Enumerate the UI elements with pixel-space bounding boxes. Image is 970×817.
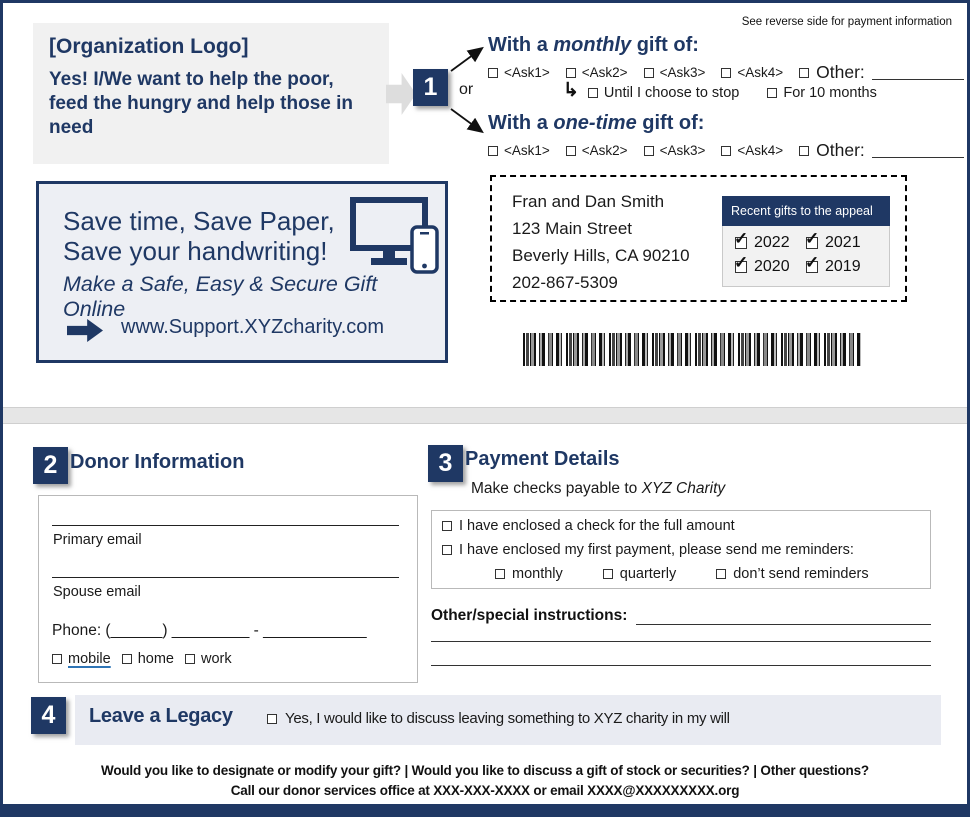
monthly-ask4-option[interactable]	[721, 65, 783, 80]
onetime-title-prefix: With a	[488, 112, 554, 134]
right-arrow-icon	[67, 319, 103, 342]
ten-months-label: For 10 months	[783, 85, 877, 101]
monthly-ask-row	[488, 62, 964, 83]
gift-year-item	[735, 258, 806, 276]
checkbox-icon[interactable]	[566, 68, 576, 78]
recent-gifts-body	[722, 226, 890, 287]
recent-gifts-table	[722, 196, 890, 287]
reminder-options-row	[495, 566, 869, 582]
checked-checkbox-icon	[806, 261, 818, 273]
full-amount-option[interactable]	[442, 518, 735, 534]
mailing-address-card	[490, 175, 907, 302]
gift-year-label: 2021	[825, 234, 861, 251]
checkbox-icon[interactable]	[495, 569, 505, 579]
onetime-title-emphasis: one-time	[553, 112, 637, 134]
primary-email-field[interactable]	[52, 525, 399, 526]
phone-type-mobile-option[interactable]	[52, 651, 111, 667]
onetime-other-option[interactable]	[799, 140, 964, 161]
spouse-email-field[interactable]	[52, 577, 399, 578]
ten-months-option[interactable]	[767, 85, 877, 101]
barcode	[523, 333, 861, 366]
legacy-option-label: Yes, I would like to discuss leaving something to XYZ charity in my will	[285, 710, 730, 727]
monitor-and-phone-icon	[349, 196, 444, 276]
promo-line-1: Save time, Save Paper,	[63, 206, 335, 236]
step-3-badge	[428, 445, 463, 482]
pledge-pitch-text: Yes! I/We want to help the poor, feed the hungry and help those in need	[49, 69, 354, 139]
monthly-title-prefix: With a	[488, 34, 554, 56]
checkbox-icon[interactable]	[566, 146, 576, 156]
checkbox-icon[interactable]	[799, 68, 809, 78]
checked-checkbox-icon	[735, 237, 747, 249]
onetime-ask3-label: <Ask3>	[659, 143, 706, 158]
promo-line-2: Save your handwriting!	[63, 236, 328, 266]
step-3-number: 3	[438, 449, 453, 477]
checkbox-icon[interactable]	[644, 68, 654, 78]
reminder-monthly-option[interactable]	[495, 566, 563, 582]
donor-info-title: Donor Information	[70, 451, 245, 473]
monthly-ask3-label: <Ask3>	[659, 65, 706, 80]
donor-city: Beverly Hills, CA 90210	[512, 246, 690, 265]
checkbox-icon[interactable]	[767, 88, 777, 98]
gift-year-item	[806, 258, 877, 276]
payable-prefix: Make checks payable to	[471, 480, 642, 497]
special-instructions-line-3[interactable]	[431, 665, 931, 666]
onetime-ask1-label: <Ask1>	[504, 143, 550, 158]
checkbox-icon[interactable]	[644, 146, 654, 156]
gift-year-label: 2020	[754, 258, 790, 275]
step-4-badge	[31, 697, 66, 734]
promo-line-3: Make a Safe, Easy & Secure Gift Online	[63, 272, 378, 321]
step-2-badge	[33, 447, 68, 484]
checkbox-icon[interactable]	[603, 569, 613, 579]
checkbox-icon[interactable]	[588, 88, 598, 98]
onetime-ask2-option[interactable]	[566, 143, 628, 158]
monthly-ask1-option[interactable]	[488, 65, 550, 80]
onetime-ask1-option[interactable]	[488, 143, 550, 158]
monthly-title-emphasis: monthly	[553, 34, 632, 56]
monthly-other-amount-blank[interactable]	[872, 65, 964, 80]
monthly-ask1-label: <Ask1>	[504, 65, 550, 80]
reminder-none-label: don’t send reminders	[733, 566, 869, 582]
footer-contact-line: Call our donor services office at XXX-XXX-XXXX or email XXXX@XXXXXXXXX.org	[230, 783, 740, 798]
checkbox-icon[interactable]	[721, 68, 731, 78]
first-payment-label: I have enclosed my first payment, please send me reminders:	[459, 542, 854, 558]
onetime-ask4-label: <Ask4>	[737, 143, 784, 158]
step-4-number: 4	[41, 701, 56, 729]
gift-year-label: 2019	[825, 258, 861, 275]
payable-charity-name: XYZ Charity	[641, 480, 726, 497]
gift-year-label: 2022	[754, 234, 790, 251]
checkbox-icon[interactable]	[52, 654, 62, 664]
gift-year-item	[735, 234, 806, 252]
phone-type-work-label: work	[201, 651, 232, 667]
onetime-ask4-option[interactable]	[721, 143, 783, 158]
legacy-band	[75, 695, 941, 745]
payment-details-title: Payment Details	[465, 448, 620, 470]
donor-name: Fran and Dan Smith	[512, 192, 665, 211]
gift-year-item	[806, 234, 877, 252]
section-divider-band	[3, 407, 967, 424]
phone-type-home-option[interactable]	[122, 651, 174, 667]
checkbox-icon[interactable]	[716, 569, 726, 579]
onetime-title-suffix: gift of:	[636, 112, 705, 134]
step-1-number: 1	[423, 73, 438, 101]
first-payment-option[interactable]	[442, 542, 854, 558]
footer-questions-line: Would you like to designate or modify your gift? | Would you like to discuss a gift of stock or securities? | Other questions?	[101, 763, 869, 778]
onetime-other-amount-blank[interactable]	[872, 143, 964, 158]
donor-address-block	[512, 188, 690, 296]
checkbox-icon[interactable]	[488, 68, 498, 78]
reminder-quarterly-label: quarterly	[619, 566, 677, 582]
reminder-quarterly-option[interactable]	[603, 566, 676, 582]
checkbox-icon[interactable]	[442, 521, 452, 531]
reminder-none-option[interactable]	[716, 566, 868, 582]
checkbox-icon[interactable]	[185, 654, 195, 664]
onetime-gift-title	[488, 112, 704, 135]
reminder-monthly-label: monthly	[512, 566, 563, 582]
checkbox-icon[interactable]	[267, 714, 277, 724]
recent-gifts-header: Recent gifts to the appeal	[722, 196, 890, 226]
monthly-ask3-option[interactable]	[644, 65, 706, 80]
checked-checkbox-icon	[735, 261, 747, 273]
special-instructions-field[interactable]	[636, 608, 931, 625]
checked-checkbox-icon	[806, 237, 818, 249]
checkbox-icon[interactable]	[721, 146, 731, 156]
phone-type-mobile-label: mobile	[68, 651, 111, 667]
donor-info-box	[38, 495, 418, 683]
until-stop-option[interactable]	[588, 85, 739, 101]
phone-field[interactable]: Phone: (______) _________ - ____________	[52, 622, 367, 639]
organization-logo-placeholder: [Organization Logo]	[49, 35, 249, 58]
until-stop-label: Until I choose to stop	[603, 85, 740, 101]
monthly-title-suffix: gift of:	[631, 34, 699, 56]
monthly-gift-title	[488, 34, 699, 57]
monthly-ask2-option[interactable]	[566, 65, 628, 80]
special-instructions-line-2[interactable]	[431, 641, 931, 642]
legacy-title: Leave a Legacy	[89, 705, 233, 727]
step-2-number: 2	[43, 451, 58, 479]
full-amount-label: I have enclosed a check for the full amount	[459, 518, 735, 534]
primary-email-label: Primary email	[53, 532, 142, 548]
donor-street: 123 Main Street	[512, 219, 633, 238]
special-instructions-label: Other/special instructions:	[431, 607, 628, 624]
onetime-ask3-option[interactable]	[644, 143, 706, 158]
checkbox-icon[interactable]	[799, 146, 809, 156]
checkbox-icon[interactable]	[122, 654, 132, 664]
special-instructions-row	[431, 607, 931, 625]
phone-type-row	[52, 651, 232, 667]
bottom-navy-bar	[3, 804, 967, 814]
phone-type-work-option[interactable]	[185, 651, 232, 667]
checkbox-icon[interactable]	[488, 146, 498, 156]
legacy-option[interactable]	[267, 710, 730, 727]
give-online-promo-box	[36, 181, 448, 363]
monthly-other-option[interactable]	[799, 62, 964, 83]
spouse-email-label: Spouse email	[53, 584, 141, 600]
payment-options-box	[431, 510, 931, 589]
branch-down-right-arrow-icon: ↳	[563, 80, 579, 101]
monthly-ask2-label: <Ask2>	[581, 65, 628, 80]
checks-payable-note	[471, 480, 725, 498]
right-block-arrow-icon	[386, 73, 416, 115]
onetime-ask-row	[488, 140, 964, 161]
onetime-other-label: Other:	[816, 140, 865, 160]
monthly-duration-row	[563, 80, 877, 102]
phone-type-home-label: home	[137, 651, 174, 667]
reverse-side-note: See reverse side for payment information	[741, 16, 952, 28]
checkbox-icon[interactable]	[442, 545, 452, 555]
or-label: or	[459, 81, 474, 98]
monthly-ask4-label: <Ask4>	[737, 65, 784, 80]
donation-url[interactable]: www.Support.XYZcharity.com	[121, 316, 385, 338]
donor-phone: 202-867-5309	[512, 273, 618, 292]
monthly-other-label: Other:	[816, 62, 865, 82]
organization-logo-box	[33, 23, 389, 164]
onetime-ask2-label: <Ask2>	[581, 143, 628, 158]
